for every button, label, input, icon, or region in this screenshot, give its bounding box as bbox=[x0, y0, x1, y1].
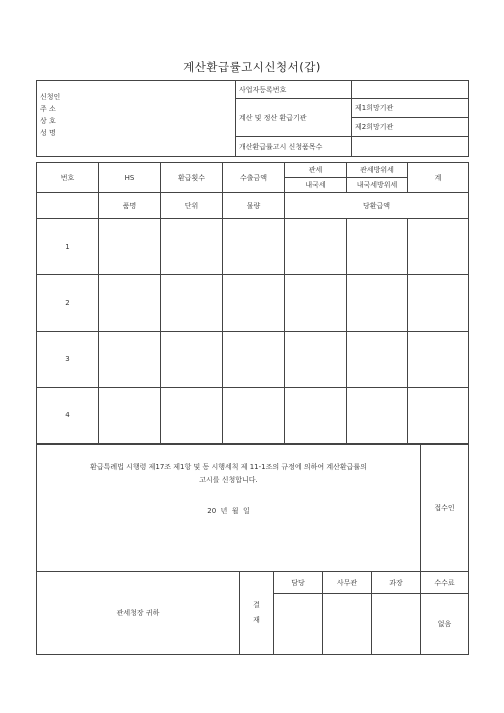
cell[interactable] bbox=[347, 219, 408, 275]
header-hs: HS bbox=[99, 163, 161, 193]
row-number: 4 bbox=[37, 387, 99, 443]
cell[interactable] bbox=[408, 275, 469, 331]
statement-table bbox=[36, 444, 469, 655]
business-reg-no-field[interactable] bbox=[352, 81, 469, 99]
cell[interactable] bbox=[99, 331, 161, 387]
approval-col-chief: 과장 bbox=[372, 572, 421, 594]
cell[interactable] bbox=[285, 275, 347, 331]
company-label: 상 호 bbox=[40, 117, 56, 125]
business-reg-no-label: 사업자등록번호 bbox=[236, 81, 352, 99]
cell[interactable] bbox=[161, 275, 223, 331]
applicant-label: 신청인 bbox=[40, 93, 61, 101]
row-number: 2 bbox=[37, 275, 99, 331]
cell[interactable] bbox=[285, 331, 347, 387]
cell[interactable] bbox=[285, 219, 347, 275]
cell[interactable] bbox=[408, 219, 469, 275]
statement-text-2: 고시를 신청합니다. bbox=[199, 475, 258, 484]
approval-label-text: 결 재 bbox=[253, 601, 260, 624]
cell[interactable] bbox=[99, 387, 161, 443]
header-customs-defense: 관세방위세 bbox=[347, 163, 408, 178]
table-row bbox=[37, 219, 469, 275]
name-label: 성 명 bbox=[40, 129, 56, 137]
item-count-field[interactable] bbox=[352, 137, 469, 157]
row-number: 3 bbox=[37, 331, 99, 387]
cell[interactable] bbox=[161, 219, 223, 275]
applicant-labels bbox=[37, 81, 236, 157]
cell[interactable] bbox=[347, 387, 408, 443]
cell[interactable] bbox=[161, 331, 223, 387]
cell[interactable] bbox=[347, 275, 408, 331]
statement-date: 20 년 월 일 bbox=[207, 506, 250, 515]
statement-cell bbox=[37, 445, 421, 572]
row-number: 1 bbox=[37, 219, 99, 275]
cell[interactable] bbox=[99, 219, 161, 275]
applicant-table bbox=[36, 80, 469, 157]
cell[interactable] bbox=[285, 387, 347, 443]
sign-staff[interactable] bbox=[274, 594, 323, 655]
table-row bbox=[37, 275, 469, 331]
statement-text-1: 환급특례법 시행령 제17조 제1항 및 동 시행세칙 제 11-1조의 규정에 의하여 계산환급률의 bbox=[90, 462, 367, 471]
header-refund-count: 환급횟수 bbox=[161, 163, 223, 193]
cell[interactable] bbox=[223, 387, 285, 443]
pref-2-cell[interactable]: 제2희망기관 bbox=[352, 118, 469, 137]
cell[interactable] bbox=[161, 387, 223, 443]
header-item-name: 품명 bbox=[99, 193, 161, 219]
cell[interactable] bbox=[99, 275, 161, 331]
cell[interactable] bbox=[223, 331, 285, 387]
header-export-amount: 수출금액 bbox=[223, 163, 285, 193]
item-count-label: 개산환급률고시 신청품목수 bbox=[236, 137, 352, 157]
approval-col-officer: 사무관 bbox=[323, 572, 372, 594]
header-no-cont bbox=[37, 193, 99, 219]
cell[interactable] bbox=[347, 331, 408, 387]
header-total: 계 bbox=[408, 163, 469, 193]
cell[interactable] bbox=[223, 275, 285, 331]
page-title: 계산환급률고시신청서(갑) bbox=[183, 60, 321, 74]
addressee: 관세청장 귀하 bbox=[37, 572, 240, 655]
header-no: 번호 bbox=[37, 163, 99, 193]
pref-1-cell[interactable]: 제1희망기관 bbox=[352, 99, 469, 118]
header-unit: 단위 bbox=[161, 193, 223, 219]
sign-officer[interactable] bbox=[323, 594, 372, 655]
approval-label bbox=[240, 572, 274, 655]
header-customs: 관세 bbox=[285, 163, 347, 178]
refund-agency-label: 계산 및 정산 환급기관 bbox=[236, 99, 352, 137]
header-domestic-defense: 내국세방위세 bbox=[347, 178, 408, 193]
fee-label: 수수료 bbox=[421, 572, 469, 594]
header-domestic-tax: 내국세 bbox=[285, 178, 347, 193]
address-label: 주 소 bbox=[40, 105, 56, 113]
cell[interactable] bbox=[408, 387, 469, 443]
sign-chief[interactable] bbox=[372, 594, 421, 655]
items-table bbox=[36, 162, 469, 444]
table-row bbox=[37, 331, 469, 387]
receipt-no-cell: 접수인 bbox=[421, 445, 469, 572]
table-row bbox=[37, 387, 469, 443]
cell[interactable] bbox=[408, 331, 469, 387]
header-quantity: 물량 bbox=[223, 193, 285, 219]
fee-value: 없음 bbox=[421, 594, 469, 655]
approval-col-staff: 담당 bbox=[274, 572, 323, 594]
header-refund-amount: 당환급액 bbox=[285, 193, 469, 219]
cell[interactable] bbox=[223, 219, 285, 275]
